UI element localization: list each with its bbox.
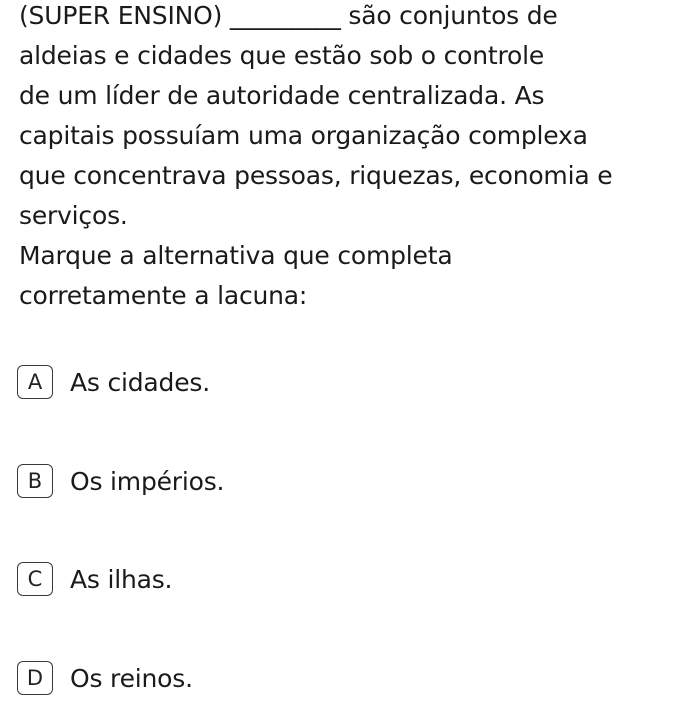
question-line: capitais possuíam uma organização complexa — [19, 121, 588, 150]
question-prompt-line: corretamente a lacuna: — [19, 281, 308, 310]
question-line: que concentrava pessoas, riquezas, economia e — [19, 161, 613, 190]
option-a[interactable] — [17, 362, 210, 402]
option-letter-badge[interactable]: B — [17, 464, 53, 498]
option-letter-badge[interactable]: D — [17, 661, 53, 695]
option-text[interactable]: Os reinos. — [70, 663, 193, 693]
option-text[interactable]: As ilhas. — [70, 564, 173, 594]
option-d[interactable] — [17, 658, 193, 698]
question-prompt-line: Marque a alternativa que completa — [19, 241, 453, 270]
option-text[interactable]: As cidades. — [70, 367, 210, 397]
option-text[interactable]: Os impérios. — [70, 466, 225, 496]
option-c[interactable] — [17, 559, 172, 599]
question-line: de um líder de autoridade centralizada. As — [19, 81, 545, 110]
question-line: (SUPER ENSINO) _________ são conjuntos de — [19, 1, 558, 30]
question-line: serviços. — [19, 201, 128, 230]
question-line: aldeias e cidades que estão sob o controle — [19, 41, 545, 70]
option-letter-badge[interactable]: A — [17, 365, 53, 399]
option-b[interactable] — [17, 461, 224, 501]
option-letter-badge[interactable]: C — [17, 562, 53, 596]
question-text — [19, 0, 695, 316]
